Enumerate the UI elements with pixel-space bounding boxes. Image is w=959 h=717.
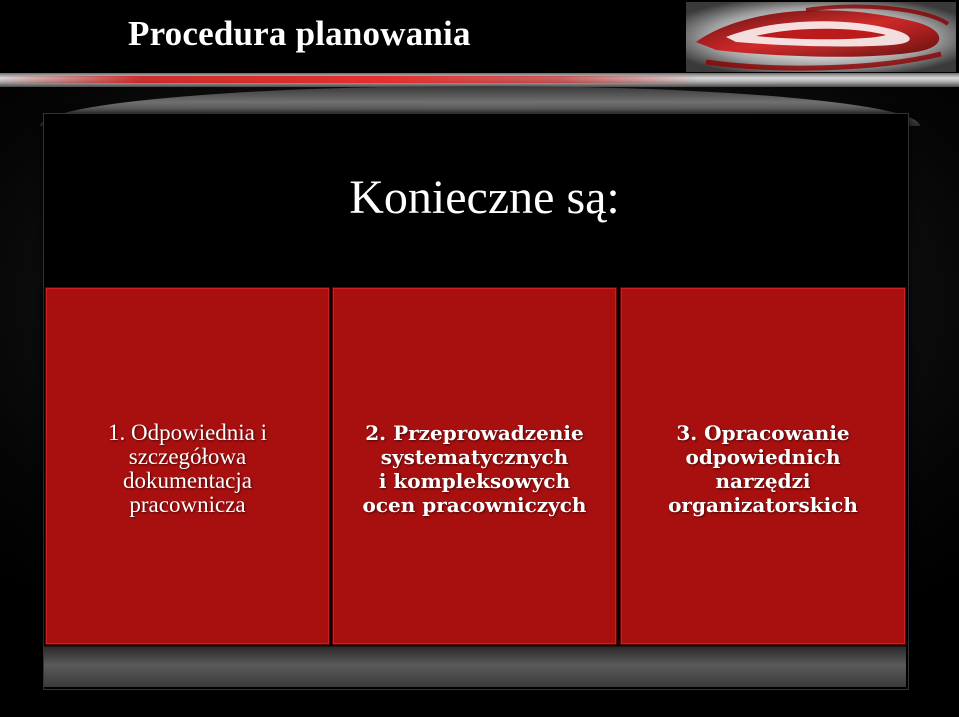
card-text: 2. Przeprowadzenie systematycznych i kompleksowych ocen pracowniczych — [362, 421, 587, 517]
panel-title: Konieczne są: — [349, 171, 620, 224]
card-tools — [620, 287, 906, 645]
card-evaluations — [332, 287, 617, 645]
slide-title: Procedura planowania — [128, 14, 471, 53]
header-stripe-red — [0, 76, 700, 83]
card-documentation — [45, 287, 330, 645]
card-row — [44, 287, 906, 645]
bottom-bar — [44, 646, 906, 687]
header-band — [0, 0, 959, 78]
red-swirl-logo-icon — [686, 2, 956, 72]
card-text: 1. Odpowiednia i szczegółowa dokumentacja pracownicza — [107, 420, 268, 517]
card-text: 3. Opracowanie odpowiednich narzędzi organizatorskich — [668, 421, 858, 517]
